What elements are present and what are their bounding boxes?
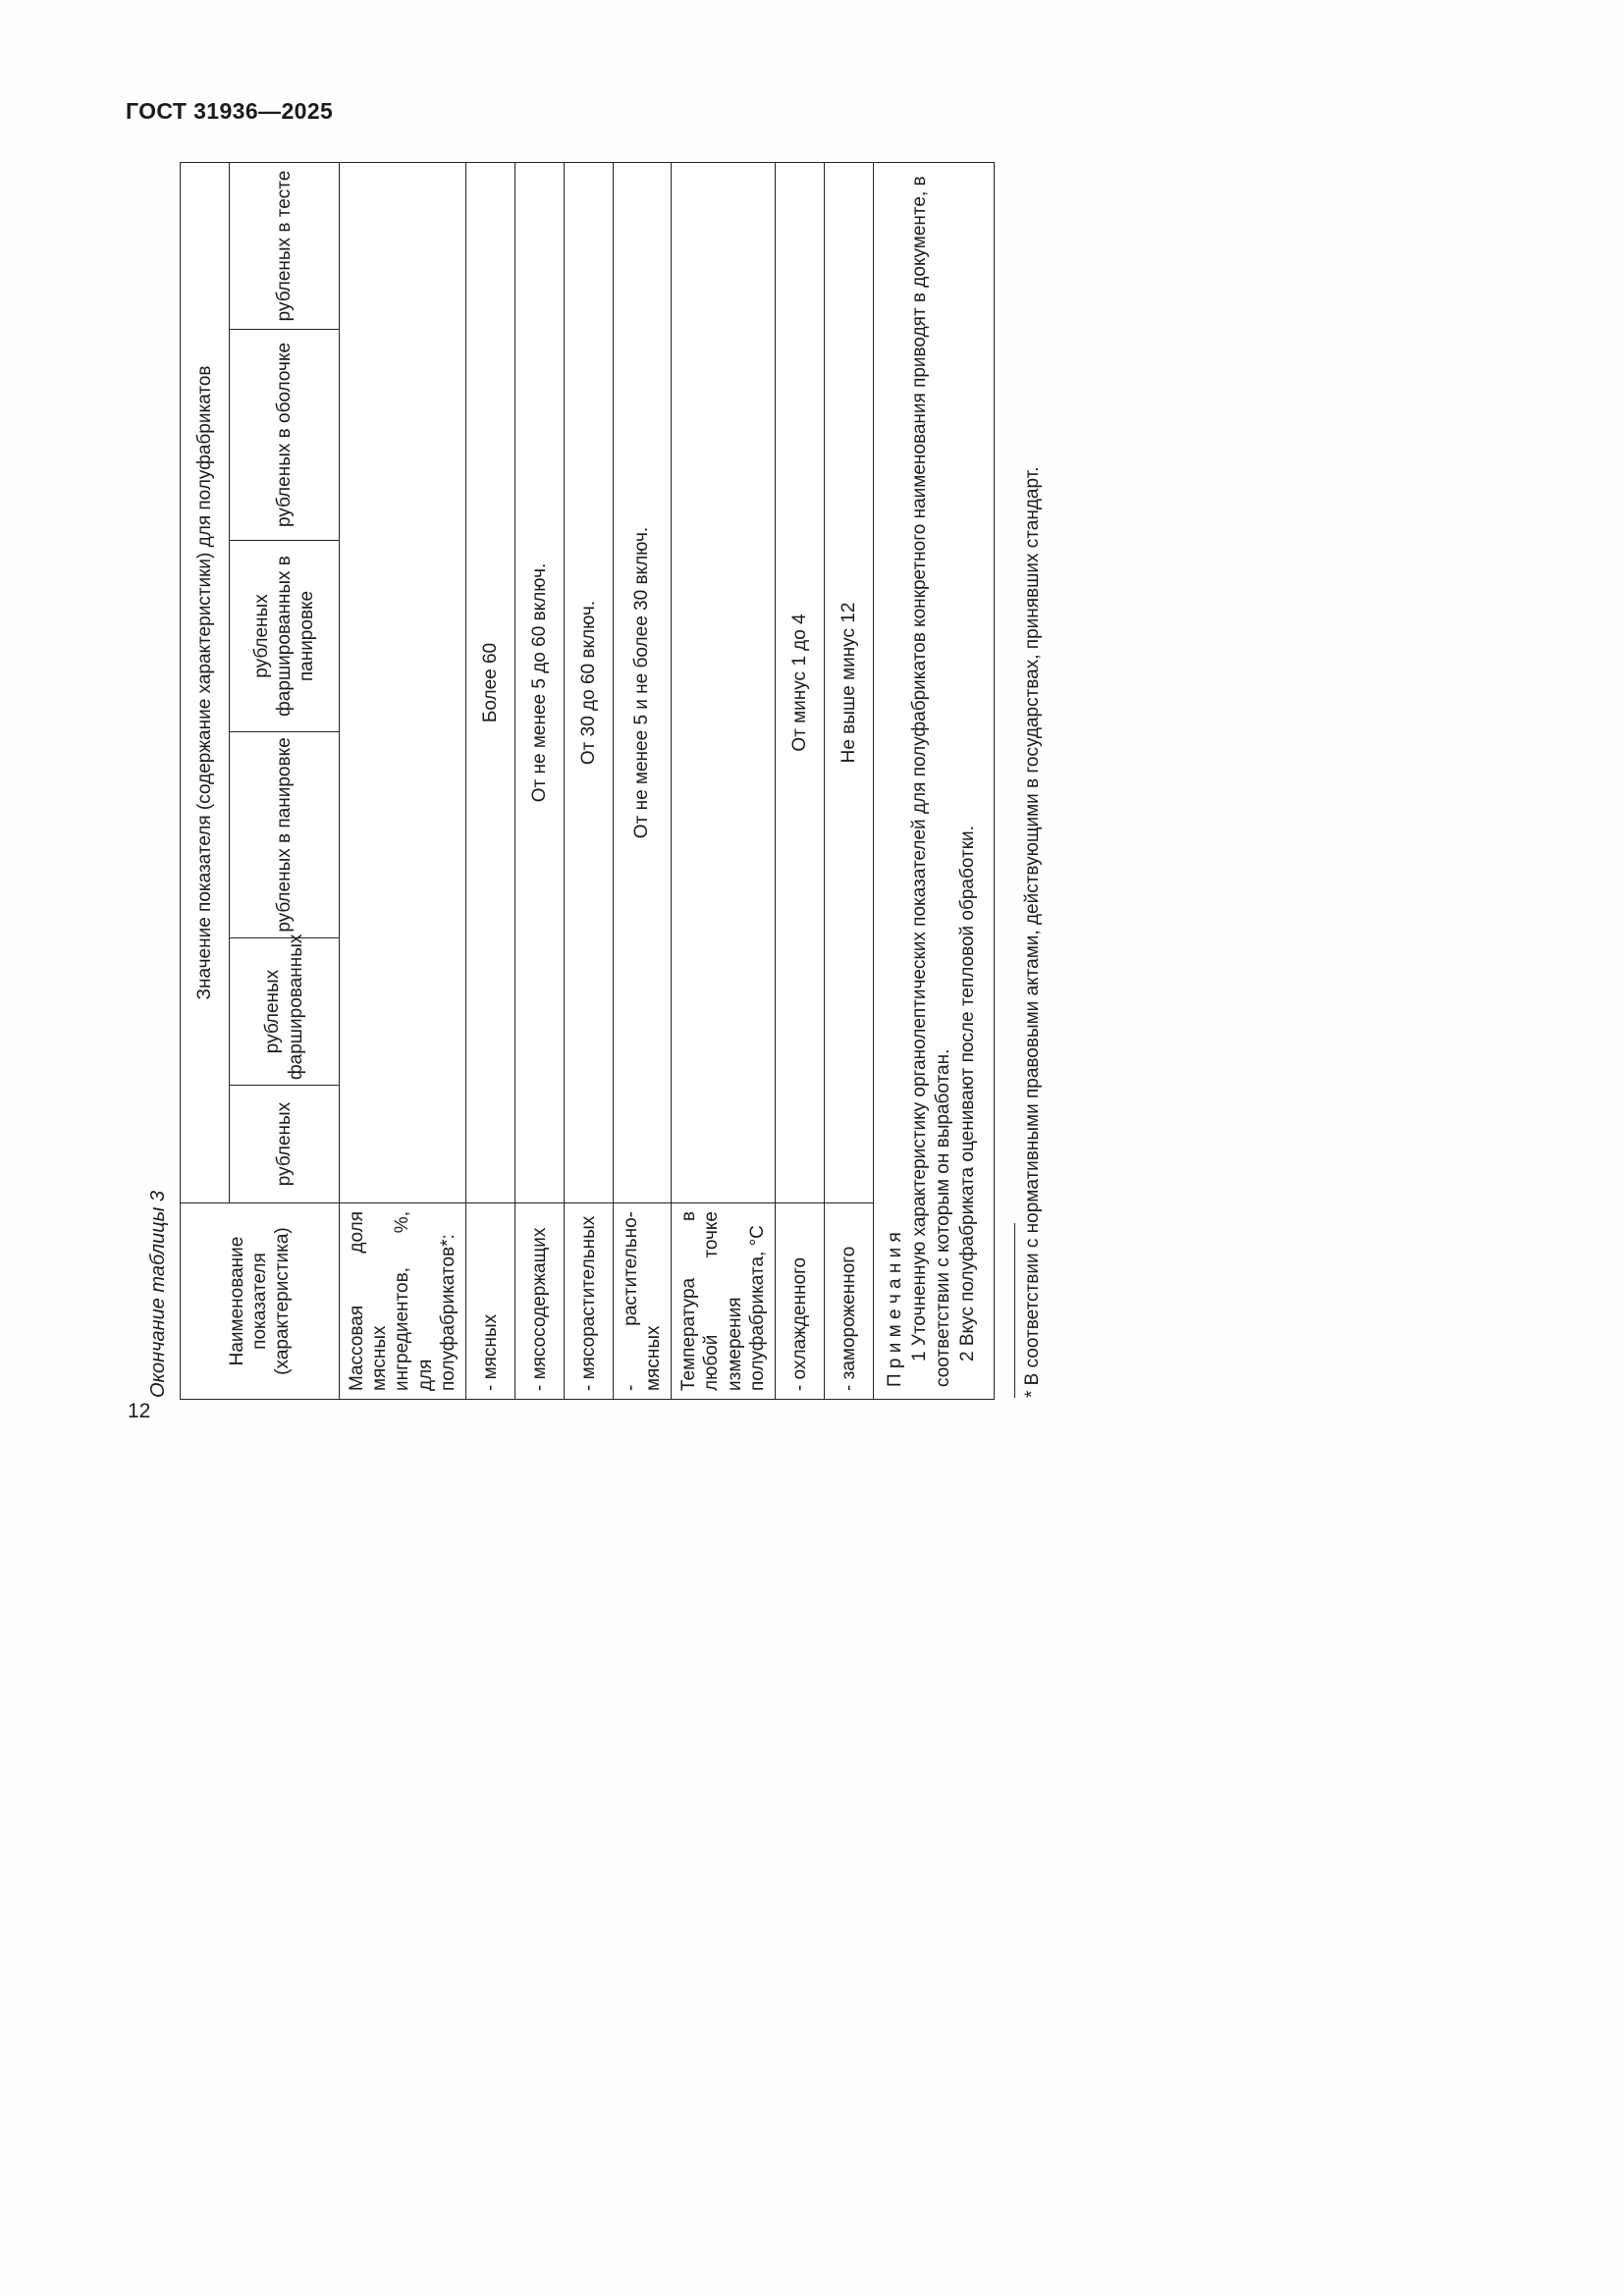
footnote-rule [1014,1223,1015,1398]
column-header: рубленых в панировке [230,732,340,938]
rotated-table-sheet [147,163,1044,1400]
column-header: рубленых в тесте [230,163,340,330]
row-value [672,163,776,1203]
notes-cell [873,163,994,1400]
column-header: рубленых [230,1086,340,1203]
note-item: 1 Уточненную характеристику органолептических показателей для полуфабрикатов конкретного наименования приводят в документе, в соответствии с которым он выработан. [909,176,954,1387]
footnote-text: * В соответствии с нормативными правовыми актами, действующими в государствах, принявших стандарт. [1022,466,1043,1398]
row-value: От минус 1 до 4 [775,163,824,1203]
table-row [564,163,613,1400]
row-value: От не менее 5 и не более 30 включ. [613,163,671,1203]
page-number: 12 [128,1400,151,1422]
column-header: рубленых фаршированных в панировке [230,541,340,732]
values-span-header: Значение показателя (содержание характеристики) для полуфабрикатов [181,163,230,1203]
row-label: - мясных [465,1203,514,1400]
header-row-span [181,163,230,1400]
notes-row [873,163,994,1400]
table-row [465,163,514,1400]
table-row [824,163,873,1400]
row-label: - растительно-мясных [613,1203,671,1400]
row-value [340,163,466,1203]
table-title: Окончание таблицы 3 [147,1190,169,1398]
column-name-header: Наименование показателя (характеристика) [181,1203,340,1400]
row-label: - мясосодержащих [514,1203,564,1400]
table-row [775,163,824,1400]
row-value: Не выше минус 12 [824,163,873,1203]
row-label: - мясорастительных [564,1203,613,1400]
table3-end [180,162,995,1400]
row-value: Более 60 [465,163,514,1203]
table-row [613,163,671,1400]
row-value: От не менее 5 до 60 включ. [514,163,564,1203]
notes-heading: П р и м е ч а н и я [884,1232,905,1387]
row-label: Массовая доля мясных ингредиентов, %, для полуфабрикатов*: [340,1203,466,1400]
table-row [514,163,564,1400]
footnote-block [1014,163,1044,1398]
note-item: 2 Вкус полуфабриката оценивают после тепловой обработки. [956,826,978,1362]
row-value: От 30 до 60 включ. [564,163,613,1203]
column-header: рубленых фаршированных [230,938,340,1086]
table-row [340,163,466,1400]
row-label: Температура в любой точке измерения полуфабриката, °С [672,1203,776,1400]
column-header: рубленых в оболочке [230,330,340,541]
table-row [672,163,776,1400]
page-header-text: ГОСТ 31936—2025 [126,98,334,124]
row-label: - замороженного [824,1203,873,1400]
row-label: - охлажденного [775,1203,824,1400]
